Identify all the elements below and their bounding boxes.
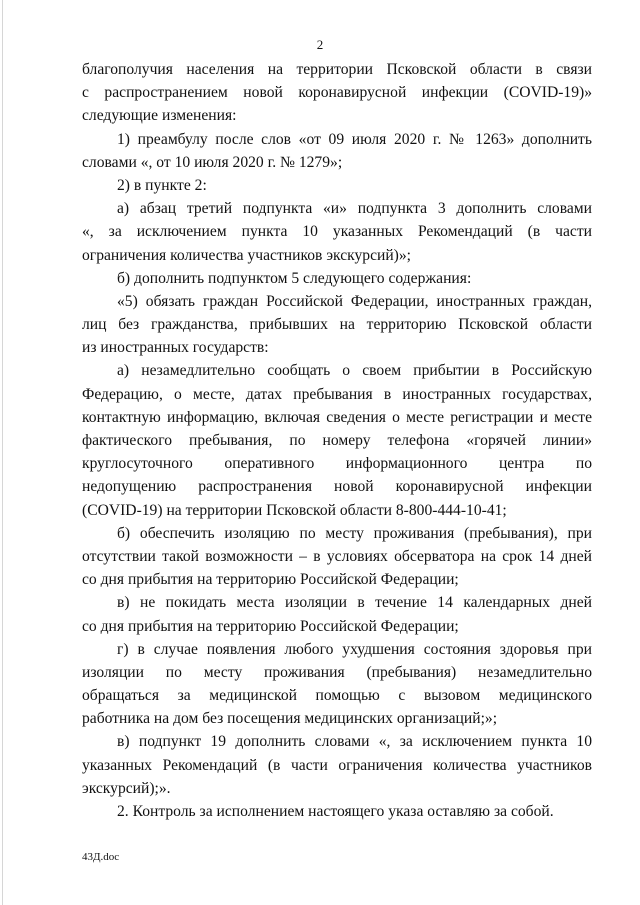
text-line: указанных Рекомендаций (в части ограничения количества участников bbox=[82, 756, 592, 774]
text-line: изоляции по месту проживания (пребывания) незамедлительно bbox=[82, 663, 592, 681]
text-line: ограничения количества участников экскурсий)»; bbox=[82, 246, 412, 264]
text-line: недопущению распространения новой коронавирусной инфекции bbox=[82, 478, 592, 496]
text-line: в) подпункт 19 дополнить словами «, за исключением пункта 10 bbox=[117, 733, 592, 751]
scan-edge bbox=[2, 0, 3, 905]
text-line: 1) преамбулу после слов «от 09 июля 2020 г. № 1263» дополнить bbox=[117, 130, 592, 148]
text-line: б) обеспечить изоляцию по месту проживания (пребывания), при bbox=[117, 524, 592, 542]
text-line: словами «, от 10 июля 2020 г. № 1279»; bbox=[82, 153, 343, 171]
text-line: 2) в пункте 2: bbox=[117, 176, 207, 194]
text-line: 2. Контроль за исполнением настоящего указа оставляю за собой. bbox=[117, 803, 554, 820]
text-line: а) абзац третий подпункта «и» подпункта 3 дополнить словами bbox=[117, 200, 592, 218]
text-line: фактического пребывания, по номеру телефона «горячей линии» bbox=[82, 432, 592, 449]
text-line: контактную информацию, включая сведения о месте регистрации и месте bbox=[82, 408, 592, 426]
text-line: работника на дом без посещения медицинских организаций;»; bbox=[82, 710, 498, 728]
text-line: б) дополнить подпунктом 5 следующего содержания: bbox=[117, 269, 472, 287]
text-line: лиц без гражданства, прибывших на территорию Псковской области bbox=[82, 316, 592, 334]
text-line: в) не покидать места изоляции в течение 14 календарных дней bbox=[117, 594, 592, 612]
text-line: с распространением новой коронавирусной инфекции (COVID-19)» bbox=[82, 84, 592, 102]
text-line: «, за исключением пункта 10 указанных Рекомендаций (в части bbox=[82, 223, 592, 241]
text-line: со дня прибытия на территорию Российской Федерации; bbox=[82, 617, 459, 635]
text-line: следующие изменения: bbox=[82, 107, 237, 125]
text-line: (COVID-19) на территории Псковской области 8-800-444-10-41; bbox=[82, 501, 507, 519]
text-line: Федерацию, о месте, датах пребывания в иностранных государствах, bbox=[82, 385, 592, 403]
text-line: обращаться за медицинской помощью с вызовом медицинского bbox=[82, 687, 592, 705]
footer-filename: 43Д.doc bbox=[82, 851, 120, 863]
text-line: экскурсий);». bbox=[82, 779, 171, 797]
text-line: круглосуточного оперативного информационного центра по bbox=[82, 455, 592, 473]
text-line: со дня прибытия на территорию Российской Федерации; bbox=[82, 571, 459, 589]
text-line: г) в случае появления любого ухудшения состояния здоровья при bbox=[117, 640, 592, 658]
text-line: отсутствии такой возможности – в условиях обсерватора на срок 14 дней bbox=[82, 547, 592, 565]
text-line: благополучия населения на территории Псковской области в связи bbox=[82, 61, 592, 78]
text-line: а) незамедлительно сообщать о своем прибытии в Российскую bbox=[117, 362, 592, 380]
document-body bbox=[82, 58, 592, 823]
text-line: «5) обязать граждан Российской Федерации, иностранных граждан, bbox=[117, 292, 592, 310]
page-number: 2 bbox=[316, 37, 324, 52]
text-line: из иностранных государств: bbox=[82, 339, 269, 357]
